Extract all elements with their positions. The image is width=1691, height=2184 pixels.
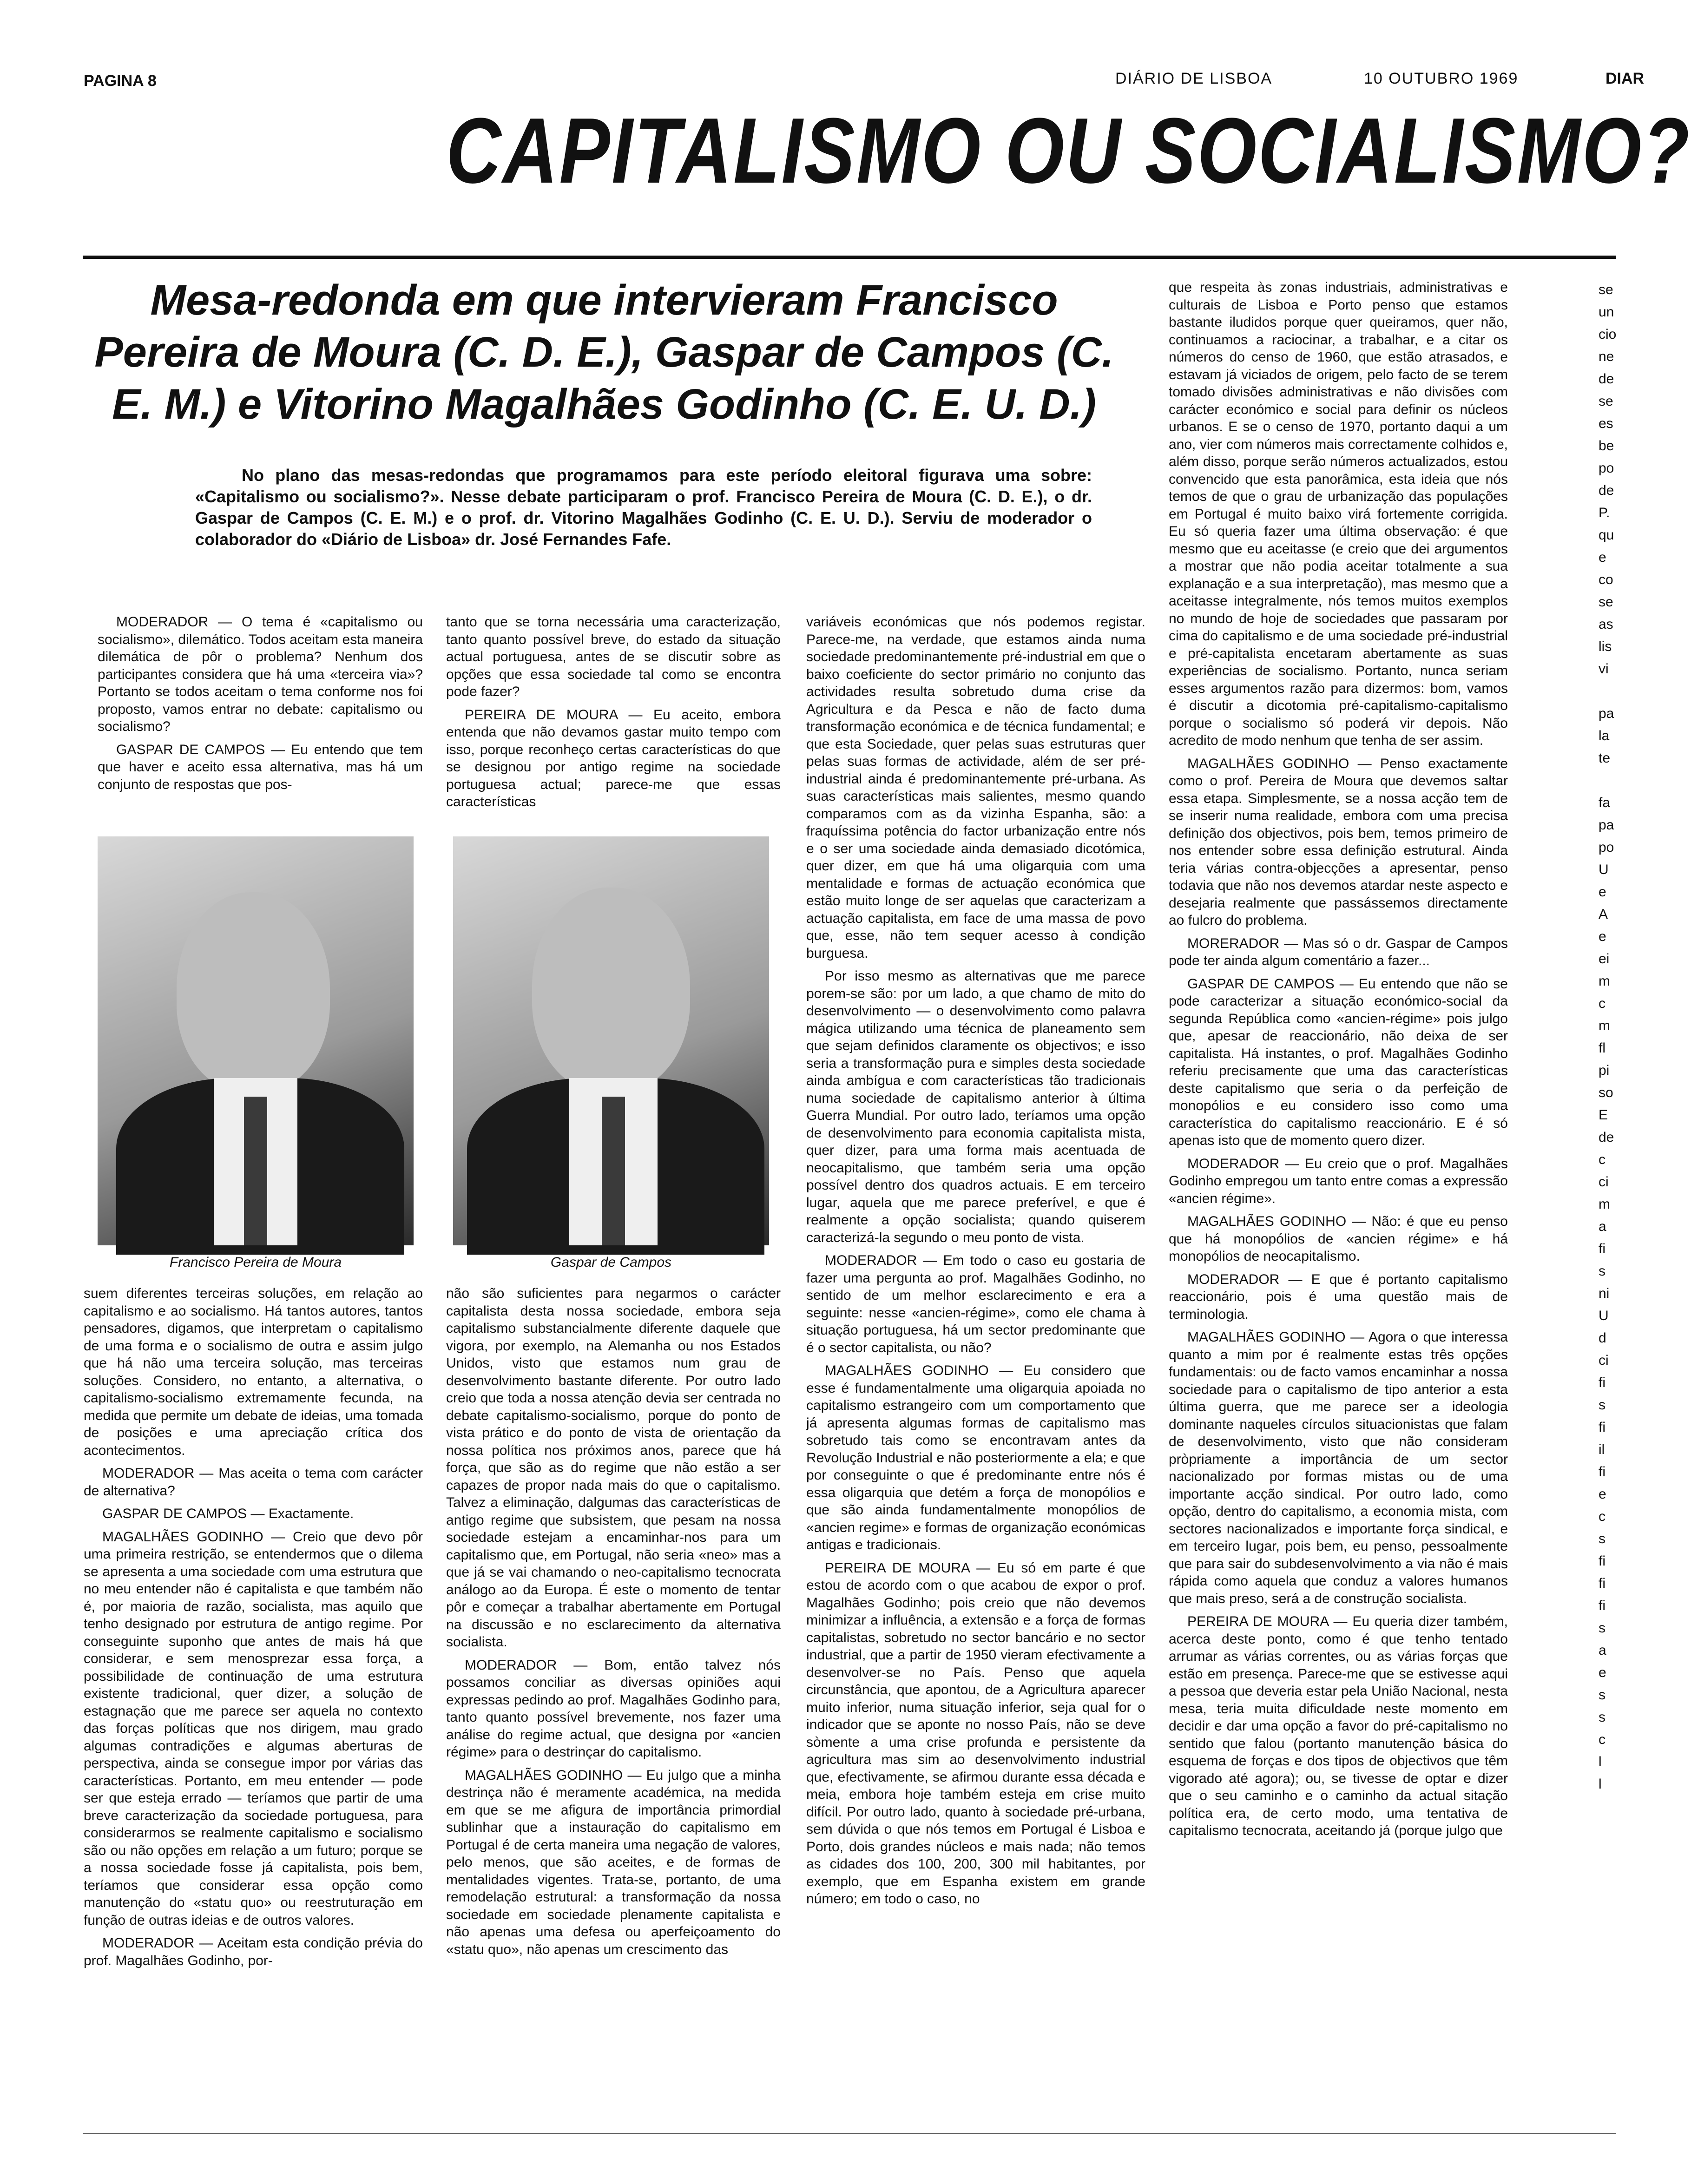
fragment-line: fi (1599, 1420, 1605, 1435)
paragraph: MODERADOR — Em todo o caso eu gostaria de fazer uma pergunta ao prof. Magalhães Godinho, no sentido de um melhor esclarecimento e era a seguinte: nesse «ancien-régime», como ele chama à situação portuguesa, há um sector predominante que é o sector capitalista, ou não? (806, 1253, 1145, 1355)
fragment-line: se (1599, 594, 1613, 610)
fragment-line: te (1599, 750, 1611, 766)
fragment-line: lis (1599, 639, 1612, 654)
fragment-line: as (1599, 617, 1613, 632)
fragment-line: s (1599, 1397, 1605, 1413)
fragment-line: ci (1599, 1174, 1609, 1190)
fragment-line: c (1599, 1509, 1605, 1524)
fragment-line: ni (1599, 1286, 1610, 1301)
fragment-line: es (1599, 416, 1613, 431)
fragment-line: e (1599, 550, 1606, 565)
paragraph: Por isso mesmo as alternativas que me parece porem-se são: por um lado, a que chamo de mito do desenvolvimento — o desenvolvimento como palavra mágica utilizando uma técnica de planeamento sem que sejam definidos claramente os objectivos; e isso seria a transformação pura e simples desta sociedade ainda ambígua e com características tão tradicionais numa sociedade de capitalismo anterior à última Guerra Mundial. Por outro lado, teríamos uma opção de desenvolvimento para economia capitalista mista, quer dizer, para uma forma mais acentuada de neocapitalismo, que também seria uma opção possível dentro dos quadros actuais. E em terceiro lugar, aquela que me parece preferível, e que é realmente a opção socialista; quando quiserem caracterizá-la segundo o meu ponto de vista. (806, 968, 1145, 1245)
fragment-line: U (1599, 1308, 1609, 1323)
paragraph: MAGALHÃES GODINHO — Eu considero que esse é fundamentalmente uma oligarquia apoiada no capitalismo estrangeiro com um comportamento que já apresenta algumas formas de capitalismo mas sobretudo tais como se encontravam antes da Revolução Industrial e não posteriormente a ela; e que por conseguinte o que é predominante entre nós é essa oligarquia que detém a força de monopólios e que são ainda fundamentalmente monopólios de «ancien regime» e formas de organização económicas antigas e tradicionais. (806, 1363, 1145, 1552)
fragment-line: il (1599, 1442, 1605, 1457)
paragraph: GASPAR DE CAMPOS — Eu entendo que tem que haver e aceito essa alternativa, mas há um conjunto de respostas que pos- (98, 742, 423, 792)
fragment-line: po (1599, 840, 1614, 855)
fragment-line (1599, 770, 1636, 792)
portrait-photo-gaspar-de-campos (453, 836, 769, 1245)
fragment-line: d (1599, 1330, 1606, 1346)
paragraph: PEREIRA DE MOURA — Eu queria dizer também, acerca deste ponto, como é que tenho tentado arrumar as várias correntes, ou as várias forças que estão em presença. Parece-me que se estivesse aqui a pessoa que deveria estar pela União Nacional, nesta mesa, teria muita dificuldade neste momento em decidir e dar uma opção a favor do pré-capitalismo no sentido que falou (portanto manutenção básica do esquema de forças e dos tipos de objectivos que têm vigorado até agora); ou, se tivesse de optar e dizer que o seu caminho e o caminho da actual sitação política era, de certo modo, uma tentativa de capitalismo tecnocrata, aceitando já (porque julgo que (1169, 1614, 1508, 1838)
fragment-line: a (1599, 1219, 1606, 1234)
paragraph: MODERADOR — E que é portanto capitalismo reaccionário, pois é uma questão mais de terminologia. (1169, 1271, 1508, 1322)
fragment-line: l (1599, 1754, 1602, 1770)
fragment-line: A (1599, 907, 1608, 922)
fragment-line: be (1599, 438, 1614, 454)
paragraph: GASPAR DE CAMPOS — Exactamente. (102, 1506, 354, 1521)
paragraph: variáveis económicas que nós podemos registar. Parece-me, na verdade, que estamos ainda numa sociedade predominantemente pré-industrial em que o baixo coeficiente do sector primário no conjunto das actividades resulta sobretudo duma crise da Agricultura e da Pesca e não de facto duma transformação económica e de técnica fundamental; e que esta Sociedade, quer pelas suas estruturas quer pelas suas formas de actividade, além de ser pré-industrial ainda é predominantemente pré-urbana. As suas características mais salientes, mesmo quando comparamos com as da vizinha Espanha, são: a fraquíssima potência do factor urbanização entre nós e o ser uma sociedade ainda demasiado dicotómica, quer dizer, em que há uma oligarquia com uma mentalidade e formas de actuação económica que estão muito longe de ser aquelas que caracterizam a actuação capitalista, em face de uma massa de povo que, esse, não tem sequer acesso à condição burguesa. (806, 614, 1145, 961)
fragment-line: un (1599, 304, 1614, 320)
paragraph: não são suficientes para negarmos o carácter capitalista desta nossa sociedade, embora seja capitalismo substancialmente diferente daquele que vigora, por exemplo, na Alemanha ou nos Estados Unidos, visto que estamos num grau de desenvolvimento bastante diferente. Por outro lado creio que toda a nossa atenção devia ser centrada no debate capitalismo-socialismo, porque do ponto de vista prático e do ponto de vista de orientação da nossa política nos próximos anos, parece que há força, que são as do regime que não estão a ser capazes de propor nada mais do que o capitalismo. Talvez a eliminação, dalgumas das características de antigo regime que subsistem, que pesam na nossa sociedade estejam a encaminhar-nos para um capitalismo que, em Portugal, não seria «neo» mas a que já se vai chamando o neo-capitalismo tecnocrata análogo ao da Europa. É este o momento de tentar pôr e começar a trabalhar abertamente em Portugal na discussão e no esclarecimento da alternativa socialista. (446, 1286, 781, 1650)
fragment-line: cio (1599, 327, 1617, 342)
paragraph: MODERADOR — Bom, então talvez nós possamos conciliar as diversas opiniões aqui expressas pedindo ao prof. Magalhães Godinho para, tanto quanto possível brevemente, nos fazer uma análise do regime actual, que designa por «ancien régime» para o destrinçar do capitalismo. (446, 1657, 781, 1760)
fragment-line: U (1599, 862, 1609, 877)
paragraph: GASPAR DE CAMPOS — Eu entendo que não se pode caracterizar a situação económico-social da segunda República como «ancien-régime» pois julgo que, apesar de reaccionário, não deixa de ser capitalista. Há instantes, o prof. Magalhães Godinho referiu precisamente que uma das características deste capitalismo que seria o da perfeição de monopólios e eu considero isso como uma característica do capitalismo reaccionário. E é só apenas isto que de momento quero dizer. (1169, 976, 1508, 1148)
paragraph: tanto que se torna necessária uma caracterização, tanto quanto possível breve, do estado da situação actual portuguesa, antes de se discutir sobre as opções que essa sociedade tal como se encontra pode fazer? (446, 614, 781, 699)
column-2-top (446, 613, 781, 818)
fragment-line: fa (1599, 795, 1611, 810)
column-4 (1169, 279, 1508, 2114)
photo-caption: Francisco Pereira de Moura (169, 1255, 342, 1270)
fragment-line: se (1599, 394, 1613, 409)
paragraph: MAGALHÃES GODINHO — Agora o que interessa quanto a mim por é realmente estas três opções fundamentais: ou de facto vamos encaminhar a nossa sociedade para o capitalismo de tipo anterior a esta última guerra, que me parece ser a ideologia dominante naqueles círculos situacionistas que falam de desenvolvimento, visto que não consideram pròpriamente a importância de um sector nacionalizado por formas mistas ou de uma importante acção sindical. Por outro lado, como opção, dentro do capitalismo, a economia mista, com sectores nacionalizados e importante força sindical, e em terceiro lugar, pois bem, eu penso, pessoalmente que para sair do subdesenvolvimento a via não é mais rápida como aquela que conduz a valores humanos que mais preso, será a de construção socialista. (1169, 1329, 1508, 1606)
fragment-line: c (1599, 996, 1605, 1011)
fragment-line: fi (1599, 1576, 1605, 1591)
fragment-line: po (1599, 460, 1614, 476)
page-number: PAGINA 8 (84, 72, 157, 90)
bottom-rule (83, 2133, 1616, 2134)
paragraph: MODERADOR — Mas aceita o tema com carácter de alternativa? (84, 1466, 423, 1499)
fragment-line: pa (1599, 706, 1614, 721)
fragment-line: s (1599, 1263, 1605, 1279)
fragment-line: e (1599, 929, 1606, 944)
headline-rule (83, 256, 1616, 259)
fragment-line: co (1599, 572, 1613, 587)
issue-date: 10 OUTUBRO 1969 (1364, 70, 1519, 87)
fragment-line: E (1599, 1107, 1608, 1123)
intro-paragraph: No plano das mesas-redondas que programamos para este período eleitoral figurava uma sobre: «Capitalismo ou socialismo?». Nesse debate participaram o prof. Francisco Pereira de Moura (C. D. E.), o dr. Gaspar de Campos (C. E. M.) e o prof. dr. Vitorino Magalhães Godinho (C. E. U. D.). Serviu de moderador o colaborador do «Diário de Lisboa» dr. José Fernandes Fafe. (195, 466, 1092, 549)
fragment-line: fi (1599, 1241, 1605, 1256)
fragment-line: qu (1599, 527, 1614, 543)
newspaper-name-next-page: DIAR (1605, 70, 1645, 87)
fragment-line: pa (1599, 817, 1614, 833)
paragraph: PEREIRA DE MOURA — Eu só em parte é que estou de acordo com o que acabou de expor o prof. Magalhães Godinho; pois creio que não devemos minimizar a influência, a extensão e a força de formas capitalistas, sobretudo no sector bancário e no sector industrial, que a partir de 1950 vieram efectivamente a desenvolver-se no País. Penso que aquela circunstância, que apontou, de a Agricultura aparecer muito inferior, numa situação inferior, seja qual for o indicador que se aponte no nosso País, não se deve sòmente a uma crise profunda e persistente da agricultura mas sim ao desenvolvimento industrial que, efectivamente, se afirmou durante essa década e meia, embora hoje também esteja em crise muito difícil. Por outro lado, quanto à sociedade pré-urbana, sem dúvida o que nós temos em Portugal é Lisboa e Porto, dois grandes núcleos e mais nada; não temos as cidades dos 100, 200, 300 mil habitantes, por exemplo, que em Espanha existem em grande número; em todo o caso, no (806, 1560, 1145, 1907)
paragraph: suem diferentes terceiras soluções, em relação ao capitalismo e ao socialismo. Há tantos autores, tantos pensadores, digamos, que interpretam o capitalismo de uma forma e o socialismo de outra e assim julgo que há não uma terceira solução, mas terceiras soluções. Considero, no entanto, a alternativa, o capitalismo-socialismo extremamente fecunda, na medida que permite um debate de ideias, uma tomada de posições e uma apreciação crítica dos acontecimentos. (84, 1286, 423, 1458)
paragraph: MORERADOR — Mas só o dr. Gaspar de Campos pode ter ainda algum comentário a fazer... (1169, 935, 1508, 968)
fragment-line: fl (1599, 1040, 1605, 1056)
paragraph: MAGALHÃES GODINHO — Creio que devo pôr uma primeira restrição, se entendermos que o dilema se apresenta a uma sociedade com uma estrutura que no meu entender não é capitalista e que também não é, por maioria de razão, socialista, mas aquilo que tenho designado por estrutura de antigo regime. Por conseguinte suponho que antes de mais há que considerar, e sem menosprezar essa força, a possibilidade de continuação de uma estrutura existente tradicional, quer dizer, a solução de estagnação que me parece ser aquela no contexto das forças políticas que nos dirigem, mau grado algumas contradições e algumas aberturas de perspectiva, ainda se consegue impor por várias das características. Portanto, em meu entender — pode ser que esteja errado — teríamos que partir de uma breve caracterização da sociedade portuguesa, para considerarmos se realmente capitalismo e socialismo são ou não opções em relação a um futuro; porque se a nossa sociedade fosse já capitalista, pois bem, teríamos que considerar essa opção como manutenção do «statu quo» ou reestruturação em função de outras ideias e de outros valores. (84, 1529, 423, 1928)
paragraph: que respeita às zonas industriais, administrativas e culturais de Lisboa e Porto penso que estamos bastante iludidos porque quer queiramos, quer não, continuamos a raciocinar, a trabalhar, e a citar os números do censo de 1960, que estão atrasados, e estavam já viciados de origem, pelo facto de se terem tomado divisões administrativas e não divisões com carácter económico e social para definir os núcleos urbanos. E se o censo de 1970, portanto daqui a um ano, vier com números mais correctamente colhidos e, além disso, porque serão números actualizados, estou convencido que esta panorâmica, esta ideia que nós temos de que o grau de urbanização das populações em Portugal é muito baixo virá fortemente corrigida. Eu só queria fazer uma última observação: é que mesmo que eu aceitasse (e creio que dei argumentos a mostrar que não podia aceitar totalmente a sua explanação e a sua interpretação), mas mesmo que a aceitasse integralmente, nós temos muitos exemplos no mundo de hoje de sociedades que passaram por cima do capitalismo e de uma sociedade pré-industrial e pré-capitalista encetaram abertamente as suas experiências de socialismo. Portanto, nunca seriam esses argumentos razão para dizermos: bom, vamos é discutir a dicotomia pré-capitalismo-capitalismo porque o socialismo só poderá vir depois. Não acredito de modo nenhum que tenha de ser assim. (1169, 280, 1508, 748)
photo-caption: Gaspar de Campos (550, 1255, 672, 1270)
fragment-line: c (1599, 1152, 1605, 1167)
paragraph: MODERADOR — Aceitam esta condição prévia do prof. Magalhães Godinho, por- (84, 1935, 423, 1968)
fragment-line: s (1599, 1531, 1605, 1546)
column-1-top (98, 613, 423, 818)
fragment-line: m (1599, 1018, 1610, 1033)
fragment-line: pi (1599, 1063, 1610, 1078)
column-3 (806, 613, 1145, 2114)
fragment-line: ci (1599, 1353, 1609, 1368)
fragment-line: l (1599, 1776, 1602, 1792)
fragment-line: fi (1599, 1598, 1605, 1613)
fragment-line: fi (1599, 1553, 1605, 1569)
fragment-line: de (1599, 483, 1614, 498)
fragment-line: so (1599, 1085, 1613, 1100)
fragment-line: e (1599, 1487, 1606, 1502)
headline: CAPITALISMO OU SOCIALISMO? (446, 99, 1691, 203)
fragment-line: fi (1599, 1464, 1605, 1480)
next-page-column-fragment (1599, 279, 1636, 2026)
fragment-line: fi (1599, 1375, 1605, 1390)
paragraph: MODERADOR — O tema é «capitalismo ou socialismo», dilemático. Todos aceitam esta maneira dilemática de pôr o problema? Nenhum dos participantes considera que há uma «terceira via»? Portanto se todos aceitam o tema conforme nos foi proposto, vamos entrar no debate: capitalismo ou socialismo? (98, 614, 423, 734)
fragment-line: e (1599, 884, 1606, 900)
column-1-bottom (84, 1285, 423, 2112)
paragraph: MODERADOR — Eu creio que o prof. Magalhães Godinho empregou um tanto entre comas a expressão «ancien régime». (1169, 1156, 1508, 1206)
fragment-line: a (1599, 1643, 1606, 1658)
fragment-line: s (1599, 1710, 1605, 1725)
subheadline: Mesa-redonda em que intervieram Francisco Pereira de Moura (C. D. E.), Gaspar de Campos (C. E. M.) e Vitorino Magalhães Godinho (C. E. U. D.) (94, 276, 1114, 428)
fragment-line (1599, 680, 1636, 703)
newspaper-name: DIÁRIO DE LISBOA (1115, 70, 1273, 87)
fragment-line: P. (1599, 505, 1610, 520)
fragment-line: s (1599, 1620, 1605, 1636)
column-2-bottom (446, 1285, 781, 2112)
fragment-line: ne (1599, 349, 1614, 364)
fragment-line: ei (1599, 951, 1610, 967)
fragment-line: de (1599, 1130, 1614, 1145)
fragment-line: c (1599, 1732, 1605, 1747)
paragraph: MAGALHÃES GODINHO — Não: é que eu penso que há monopólios de «ancien régime» e há monopólios de neocapitalismo. (1169, 1214, 1508, 1264)
fragment-line: s (1599, 1687, 1605, 1703)
paragraph: PEREIRA DE MOURA — Eu aceito, embora entenda que não devamos gastar muito tempo com isso, porque reconheço certas características do que se designou por antigo regime na sociedade portuguesa actual; parece-me que essas características (446, 707, 781, 809)
fragment-line: la (1599, 728, 1610, 743)
fragment-line: se (1599, 282, 1613, 297)
paragraph: MAGALHÃES GODINHO — Eu julgo que a minha destrinça não é meramente académica, na medida em que se me afigura de importância primordial sublinhar que a instauração do capitalismo em Portugal é de certa maneira uma negação de valores, pelo menos, que são aceites, e de formas de mentalidades vigentes. Trata-se, portanto, de uma remodelação estrutural: a transformação da nossa sociedade em sociedade plenamente capitalista e não apenas uma defesa ou aperfeiçoamento do «statu quo», não apenas um crescimento das (446, 1767, 781, 1957)
portrait-photo-pereira-de-moura (98, 836, 414, 1245)
fragment-line: m (1599, 1197, 1610, 1212)
paragraph: MAGALHÃES GODINHO — Penso exactamente como o prof. Pereira de Moura que devemos saltar essa etapa. Simplesmente, se a nossa acção tem de se inserir numa realidade, embora com uma precisa definição dos objectivos, pois bem, temos primeiro de nos entender sobre essa definição estrutural. Ainda teria várias contra-objecções a apresentar, penso todavia que não nos devemos atardar neste aspecto e desejaria realmente que passássemos directamente ao fulcro do problema. (1169, 756, 1508, 928)
fragment-line: e (1599, 1665, 1606, 1680)
fragment-line: de (1599, 371, 1614, 387)
fragment-line: vi (1599, 661, 1609, 677)
fragment-line: m (1599, 974, 1610, 989)
